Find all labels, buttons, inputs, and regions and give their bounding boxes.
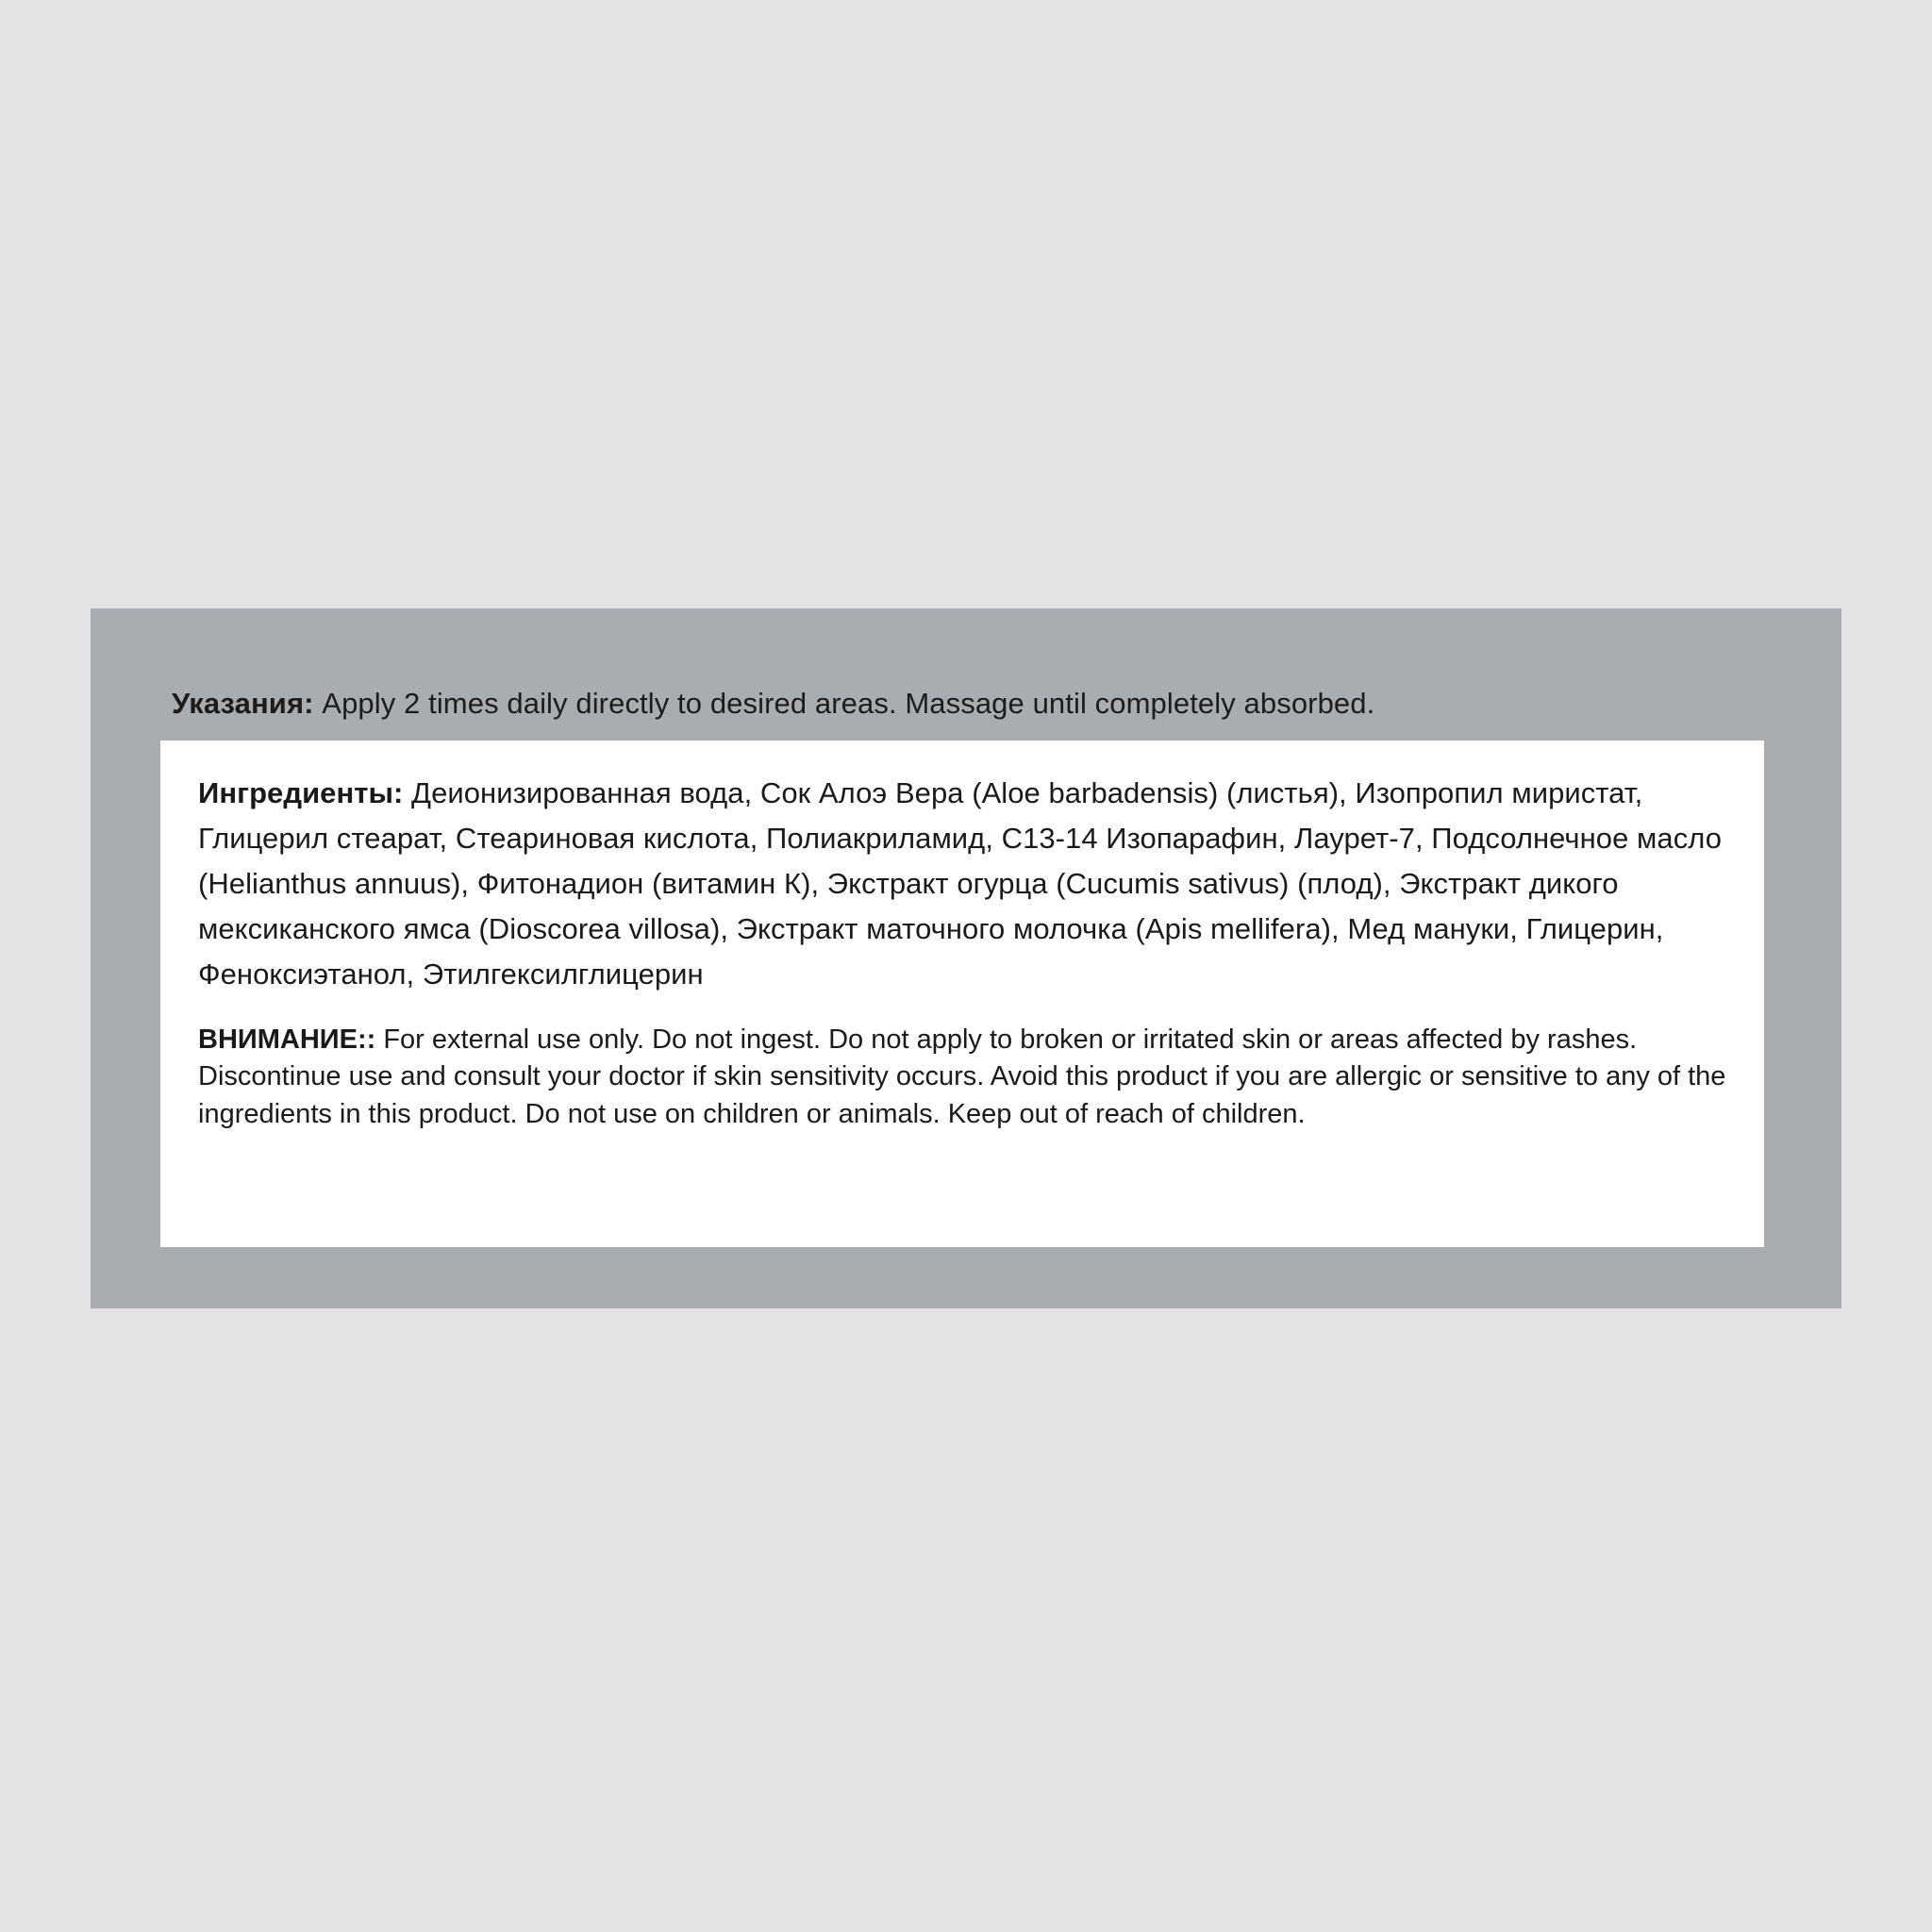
ingredients-section: [198, 771, 1726, 997]
warning-section: [198, 1022, 1726, 1132]
directions-section: [172, 686, 1775, 723]
warning-heading: ВНИМАНИЕ::: [198, 1024, 384, 1056]
label-white-card: [160, 741, 1764, 1247]
directions-heading: Указания:: [172, 687, 323, 720]
warning-text: For external use only. Do not ingest. Do not apply to broken or irritated skin or areas affected by rashes. Discontinue use and consult your doctor if skin sensitivity occurs. Avoid this product if you are allergic or sensitive to any of the ingredients in this product. Do not use on children or animals. Keep out of reach of children.: [198, 1024, 1726, 1129]
product-label-panel: [91, 608, 1841, 1308]
ingredients-heading: Ингредиенты:: [198, 776, 412, 809]
ingredients-text: Деионизированная вода, Сок Алоэ Вера (Aloe barbadensis) (листья), Изопропил миристат, Глицерил стеарат, Стеариновая кислота, Полиакриламид, C13-14 Изопарафин, Лаурет-7, Подсолнечное масло (Helianthus annuus), Фитонадион (витамин К), Экстракт огурца (Cucumis sativus) (плод), Экстракт дикого мексиканского ямса (Dioscorea villosa), Экстракт маточного молочка (Apis mellifera), Мед мануки, Глицерин, Феноксиэтанол, Этилгексилглицерин: [198, 776, 1723, 991]
directions-text: Apply 2 times daily directly to desired areas. Massage until completely absorbed.: [322, 687, 1375, 720]
